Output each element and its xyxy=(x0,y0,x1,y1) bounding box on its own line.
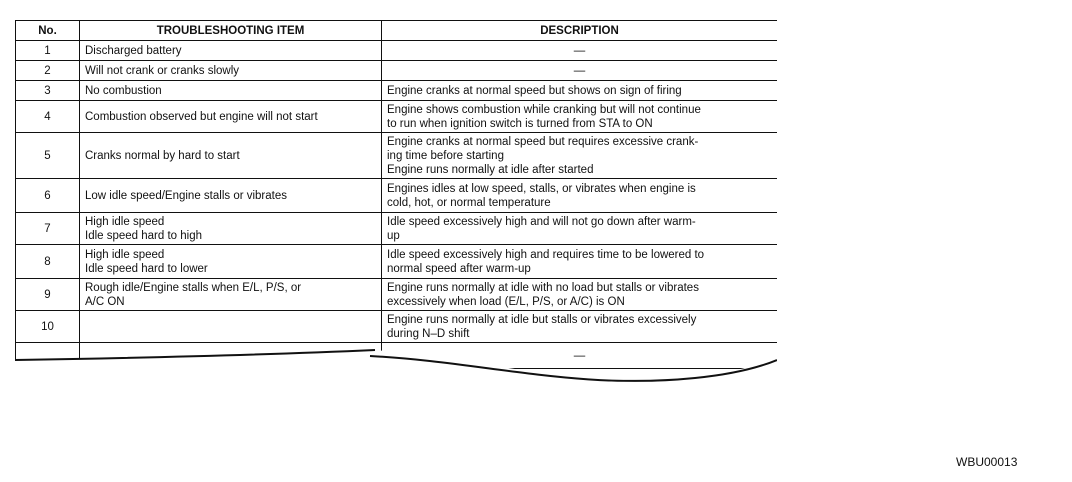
item-line: Rough idle/Engine stalls when E/L, P/S, or xyxy=(85,281,302,294)
description-line: — xyxy=(573,44,586,57)
row-number: 10 xyxy=(16,311,80,343)
row-number: 9 xyxy=(16,279,80,311)
figure-code: WBU00013 xyxy=(956,455,1018,469)
description-line: Engine runs normally at idle but stalls or vibrates excessively xyxy=(387,313,697,326)
item-line: High idle speed xyxy=(85,248,165,261)
item-line: A/C ON xyxy=(85,295,125,308)
description-line: Engines idles at low speed, stalls, or vibrates when engine is xyxy=(387,182,696,195)
item-line: Combustion observed but engine will not start xyxy=(85,110,318,123)
torn-edge-mask xyxy=(15,20,777,390)
row-number: 4 xyxy=(16,101,80,133)
description-line: Engine cranks at normal speed but shows on sign of firing xyxy=(387,84,682,97)
row-number: 6 xyxy=(16,179,80,213)
description-line: — xyxy=(573,349,586,362)
description-line: Engine shows combustion while cranking but will not continue xyxy=(387,103,701,116)
description-line: normal speed after warm-up xyxy=(387,262,531,275)
row-number: 7 xyxy=(16,213,80,245)
header-troubleshooting-item: TROUBLESHOOTING ITEM xyxy=(80,21,382,41)
row-number: 8 xyxy=(16,245,80,279)
row-number: 1 xyxy=(16,41,80,61)
description-line: Engine runs normally at idle after started xyxy=(387,163,594,176)
description-line: Engine runs normally at idle with no load but stalls or vibrates xyxy=(387,281,699,294)
description-line: Engine cranks at normal speed but requires excessive crank- xyxy=(387,135,699,148)
item-line: Cranks normal by hard to start xyxy=(85,149,240,162)
item-line: Idle speed hard to high xyxy=(85,229,203,242)
description-line: Idle speed excessively high and will not go down after warm- xyxy=(387,215,696,228)
description-line: Idle speed excessively high and requires time to be lowered to xyxy=(387,248,705,261)
description-line: to run when ignition switch is turned from STA to ON xyxy=(387,117,653,130)
header-description: DESCRIPTION xyxy=(382,21,778,41)
item-line: High idle speed xyxy=(85,215,165,228)
description-line: ing time before starting xyxy=(387,149,504,162)
item-line: No combustion xyxy=(85,84,162,97)
description-line: up xyxy=(387,229,400,242)
item-line: Low idle speed/Engine stalls or vibrates xyxy=(85,189,288,202)
item-line: Will not crank or cranks slowly xyxy=(85,64,240,77)
row-number: 3 xyxy=(16,81,80,101)
row-number: 2 xyxy=(16,61,80,81)
description-line: during N–D shift xyxy=(387,327,470,340)
description-line: cold, hot, or normal temperature xyxy=(387,196,551,209)
row-number: 5 xyxy=(16,133,80,179)
description-line: — xyxy=(573,64,586,77)
item-line: Discharged battery xyxy=(85,44,182,57)
header-no: No. xyxy=(16,21,80,41)
item-line: Idle speed hard to lower xyxy=(85,262,208,275)
description-line: excessively when load (E/L, P/S, or A/C) is ON xyxy=(387,295,625,308)
troubleshooting-table-frame xyxy=(15,20,777,390)
